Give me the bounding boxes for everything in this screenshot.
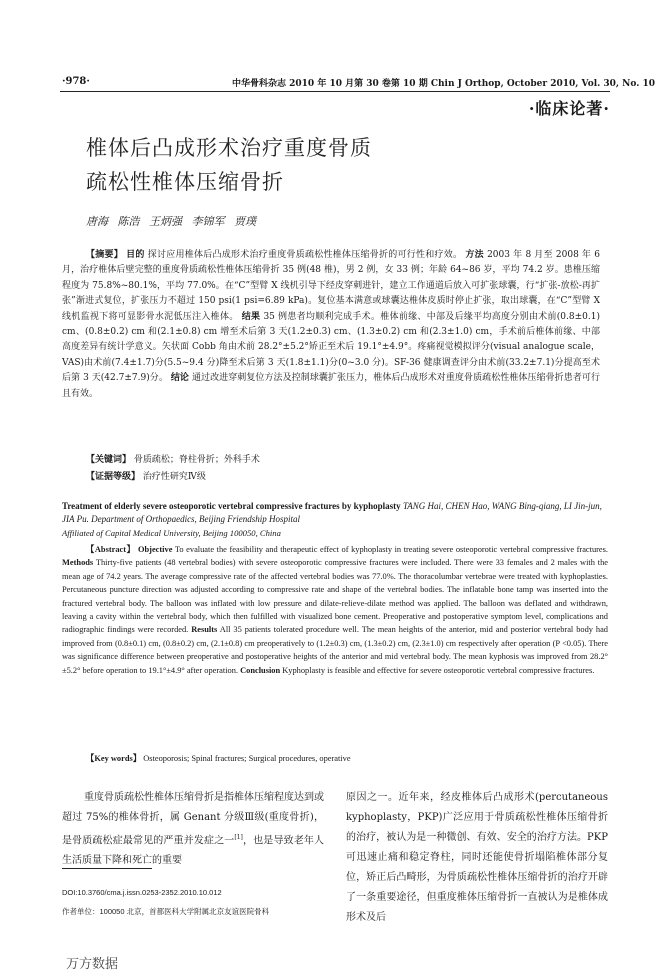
methods-text: 2003 年 8 月至 2008 年 6 月，治疗椎体后壁完整的重度骨质疏松性椎体压缩骨折 35 例(48 椎)，男 2 例，女 33 例；年龄 64~86 岁，平均 74.2 岁。患椎压缩程度为 75.8%~80.1%，平均 77.0%。在“C”型臂 X 线机引导下经皮穿刺进针，建立工作通道后放入可扩张球囊，行“扩张-放松-再扩张”渐进式复位，扩张压力不超过 150 psi(1 psi=6.89 kPa)。复位基本满意或球囊达椎体皮质时停止扩张，取出球囊，在“C”型臂 X 线机监视下将可显影骨水泥低压注入椎体。 (62, 250, 600, 322)
methods-label: 方法 (465, 250, 484, 260)
reference-marker: [1] (234, 834, 243, 841)
en-methods-label: Methods (62, 558, 94, 568)
en-conclusion-text: Kyphoplasty is feasible and effective for severe osteoporotic vertebral compressive fractures. (282, 665, 595, 675)
en-keywords-text: Osteoporosis; Spinal fractures; Surgical procedures, operative (143, 754, 351, 763)
section-label: ·临床论著· (528, 99, 610, 118)
english-keywords (86, 752, 351, 764)
en-results-text: All 35 patients tolerated procedure well. The mean heights of the anterior, mid and posterior vertebral body had improved from (0.8±0.1) cm, (0.8±0.2) cm, (2.1±0.8) cm preoperatively to (1.2±0.3) cm, (1.3±0.2) cm, (2.3±1.0) cm respectively after operation (P <0.05). There was significance difference between preoperative and postoperative heights of the anterior and mid vertebral body. The mean kyphosis was improved from 28.2°±5.2° before operation to 19.1°±4.9° after operation. (62, 625, 608, 675)
footnote-rule (62, 868, 152, 869)
evidence-text: 治疗性研究Ⅳ级 (142, 472, 206, 482)
objective-text: 探讨应用椎体后凸成形术治疗重度骨质疏松性椎体压缩骨折的可行性和疗效。 (147, 250, 463, 260)
english-title (62, 500, 608, 526)
page-number: ·978· (62, 76, 90, 87)
english-title-text: Treatment of elderly severe osteoporotic vertebral compressive fractures by kyphoplasty (62, 501, 401, 511)
results-text: 35 例患者均顺利完成手术。椎体前缘、中部及后缘平均高度分别由术前(0.8±0.1) cm、(0.8±0.2) cm 和(2.1±0.8) cm 增至术后第 3 天(1.2±0.3) cm、(1.3±0.2) cm 和(2.3±1.0) cm，手术前后椎体前缘、中部高度差异有统计学意义。矢状面 Cobb 角由术前 28.2°±5.2°矫正至术后 19.1°±4.9°。疼痛视觉模拟评分(visual analogue scale，VAS)由术前(7.4±1.7)分(5.5~9.4 分)降至术后第 3 天(1.8±1.1)分(0~3.0 分)。SF-36 健康调查评分由术前(33.2±7.1)分提高至术后第 3 天(42.7±7.9)分。 (62, 311, 600, 384)
en-methods-text: Thirty-five patients (48 vertebral bodies) with severe osteoporotic compressive fractures were included. There were 33 females and 2 males with the mean age of 74.2 years. The average compressive rate of the affected vertebral bodies was 77.0%. The thoracolumbar vertebrae were treated with kyphoplasties. Percutaneous puncture direction was adjusted according to compressive rate and shape of the vertebral bodies. The inflatable bone tamp was inserted into the fractured vertebral body. The balloon was inflated with low pressure and dilate-relieve-dilate method was applied. The balloon was deflated and withdrawn, leaving a cavity within the vertebral body, which then fulfilled with visualized bone cement. Preoperative and postoperative symptom level, complications and radiographic findings were recorded. (62, 558, 608, 635)
chinese-abstract (62, 248, 600, 402)
en-conclusion-label: Conclusion (240, 665, 281, 675)
body-column-left (62, 788, 324, 871)
chinese-keywords (86, 452, 260, 465)
watermark: 万方数据 (66, 957, 119, 972)
en-objective-label: Objective (138, 545, 173, 554)
authors: 唐海 陈浩 王炳强 李锦军 贾璞 (86, 215, 256, 228)
en-abstract-label: 【Abstract】 (86, 545, 136, 554)
keywords-label: 【关键词】 (86, 455, 132, 465)
results-label: 结果 (241, 311, 261, 322)
en-results-label: Results (191, 625, 218, 635)
objective-label: 目的 (126, 250, 145, 260)
abstract-label: 【摘要】 (86, 250, 124, 260)
title-line-1: 椎体后凸成形术治疗重度骨质 (86, 136, 372, 160)
conclusion-text: 通过改进穿刺复位方法及控制球囊扩张压力，椎体后凸成形术对重度骨质疏松性椎体压缩骨折患者可行且有效。 (62, 373, 600, 399)
english-affiliation: Affiliated of Capital Medical University, Beijing 100050, China (62, 528, 281, 538)
en-keywords-label: 【Key words】 (86, 754, 142, 763)
header-rule (60, 91, 610, 92)
footnote-doi: DOI:10.3760/cma.j.issn.0253-2352.2010.10.012 (62, 888, 222, 897)
body-left-tail: ，也是导致老年人生活质量下降和死亡的重要 (62, 835, 325, 867)
journal-header: 中华骨科杂志 2010 年 10 月第 30 卷第 10 期 Chin J Orthop, October 2010, Vol. 30, No. 10 (232, 79, 656, 89)
title-line-2: 疏松性椎体压缩骨折 (86, 170, 284, 194)
english-authors: TANG Hai, CHEN Hao, WANG Bing-qiang, LI Jin-jun, JIA Pu. Department of Orthopaedics, Beijing Friendship Hospital (62, 501, 602, 524)
body-left-text: 重度骨质疏松性椎体压缩骨折是指椎体压缩程度达到或超过 75%的椎体骨折，属 Genant 分级Ⅲ级(重度骨折)，是骨质疏松症最常见的严重并发症之一 (62, 792, 324, 847)
keywords-text: 骨质疏松；脊柱骨折；外科手术 (133, 455, 260, 465)
en-objective-text: To evaluate the feasibility and therapeutic effect of kyphoplasty in treating severe osteoporotic vertebral compressive fractures. (174, 545, 609, 554)
conclusion-label: 结论 (170, 373, 189, 384)
body-column-right: 原因之一。近年来，经皮椎体后凸成形术(percutaneous kyphoplasty，PKP)广泛应用于骨质疏松性椎体压缩骨折的治疗，被认为是一种微创、有效、安全的治疗方法。PKP 可迅速止痛和稳定脊柱，同时还能使骨折塌陷椎体部分复位，矫正后凸畸形，为骨质疏松性椎体压缩骨折的治疗开辟了一条重要途径，但重度椎体压缩骨折一直被认为是椎体成形术及后 (346, 792, 608, 923)
footnote-affiliation: 作者单位：100050 北京，首都医科大学附属北京友谊医院骨科 (62, 907, 270, 916)
english-abstract (62, 543, 608, 677)
evidence-label: 【证据等级】 (86, 472, 141, 482)
evidence-level (86, 469, 206, 482)
